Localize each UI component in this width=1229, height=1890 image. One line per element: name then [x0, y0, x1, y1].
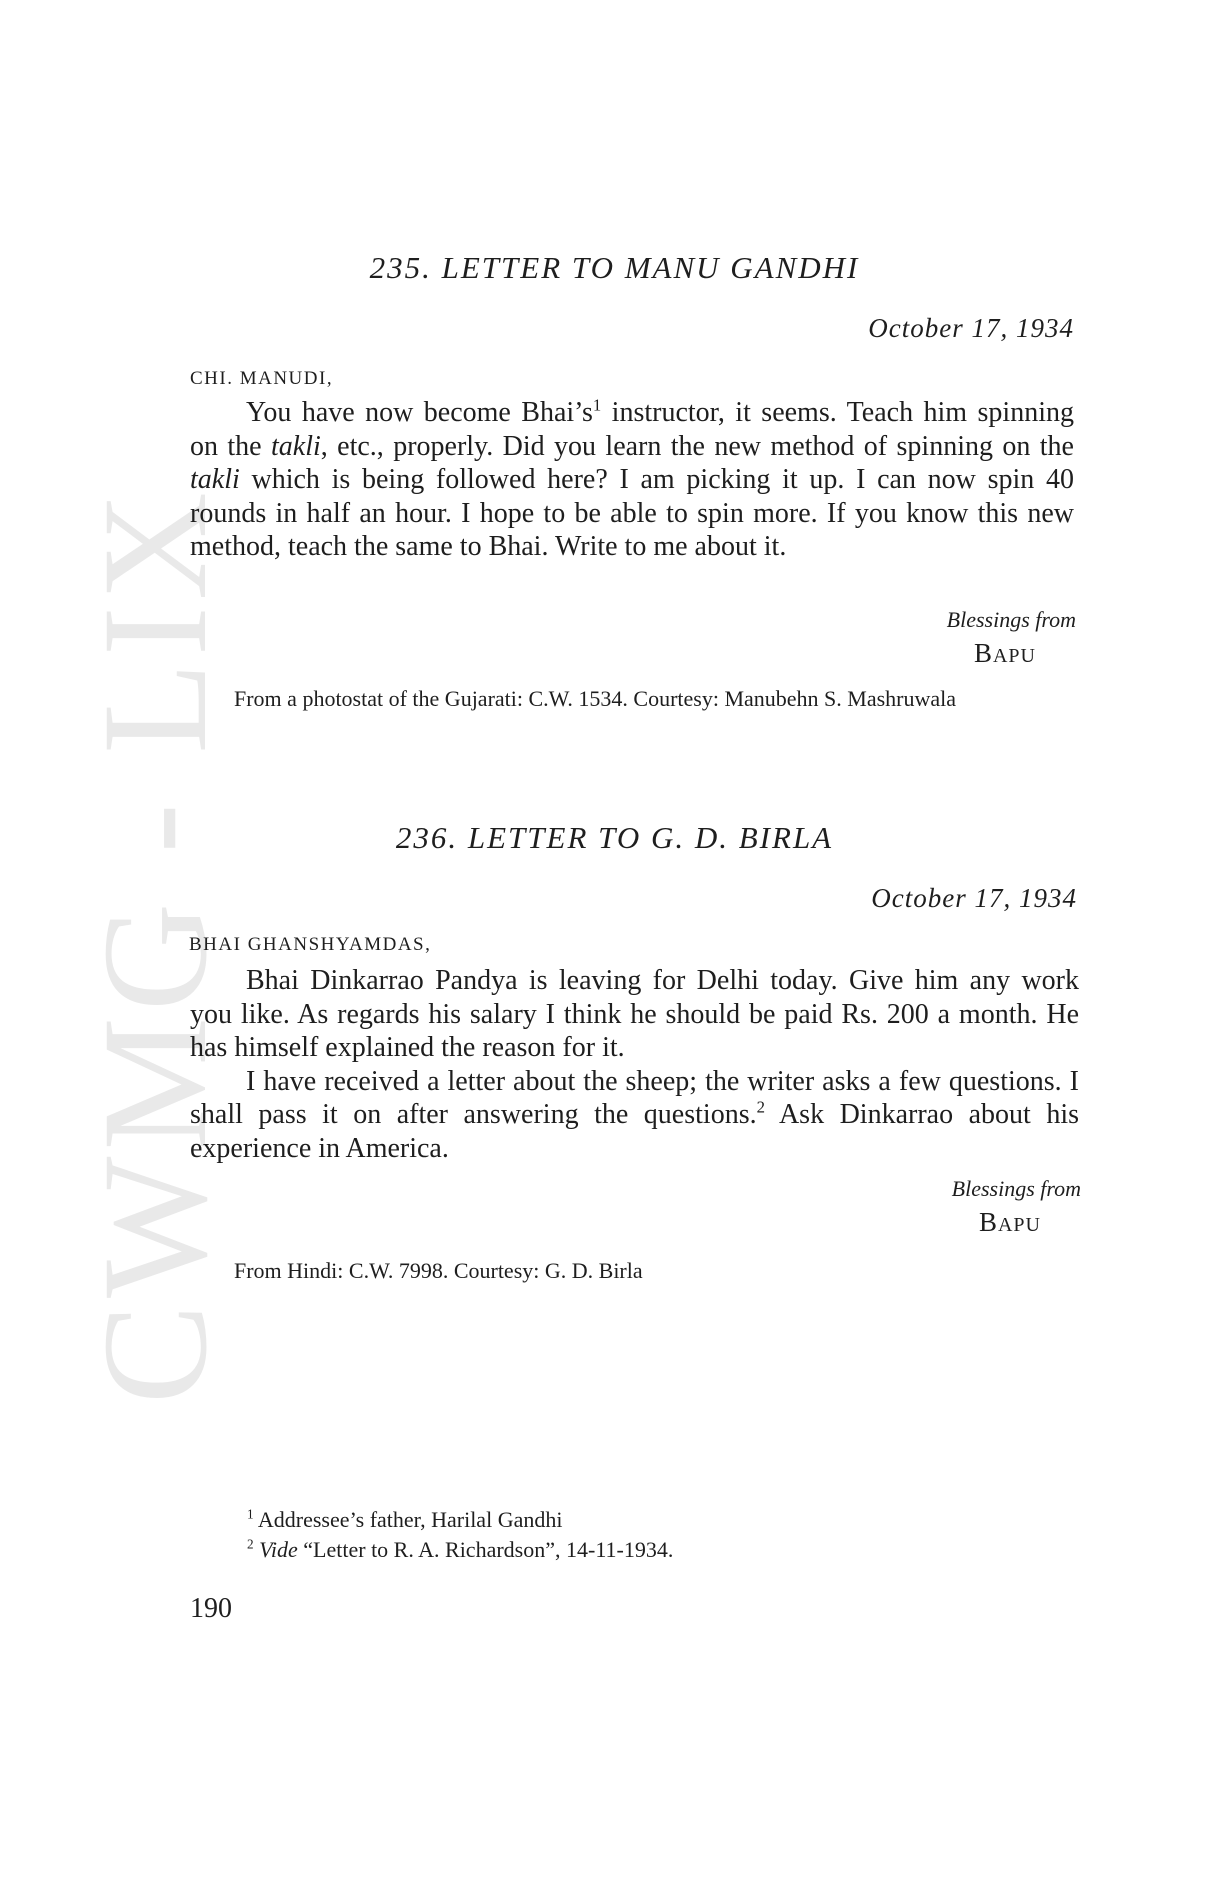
letter-236-paragraph-2: I have received a letter about the sheep; the writer asks a few questions. I shall pass it on after answering the questions.$^2$ Ask Dinkarrao about his experience in America.: [190, 1065, 1079, 1164]
letter-235-blessings: Blessings from: [946, 607, 1076, 632]
letter-235-signature: BAPU: [973, 638, 1036, 668]
letter-236-signature: BAPU: [978, 1207, 1041, 1237]
footnote-ref-1: 1: [592, 395, 602, 415]
letter-235-body: [190, 396, 1074, 564]
letter-236-title: 236. LETTER TO G. D. BIRLA: [395, 820, 834, 855]
letter-236-salutation: BHAI GHANSHYAMDAS,: [189, 934, 432, 955]
letter-236-source: From Hindi: C.W. 7998. Courtesy: G. D. Birla: [234, 1258, 643, 1283]
letter-236-paragraph-1: Bhai Dinkarrao Pandya is leaving for Delhi today. Give him any work you like. As regards his salary I think he should be paid Rs. 200 a month. He has himself explained the reason for it.: [190, 965, 1079, 1063]
footnote-ref-2: 2: [756, 1097, 765, 1117]
footnote-1: $^1$ Addressee’s father, Harilal Gandhi: [247, 1506, 563, 1532]
letter-235-source: From a photostat of the Gujarati: C.W. 1534. Courtesy: Manubehn S. Mashruwala: [234, 686, 957, 711]
letter-236-date: October 17, 1934: [871, 883, 1077, 913]
letter-235-date: October 17, 1934: [868, 313, 1074, 343]
footnote-2: $^2$ Vide “Letter to R. A. Richardson”, 14-11-1934.: [247, 1536, 674, 1562]
letter-235-paragraph: You have now become $Bhai’s^1$ instructor, it seems. Teach him spinning on the takli, etc., properly. Did you learn the new method of spinning on the takli which is being followed here? I am picking it up. I can now spin 40 rounds in half an hour. I hope to be able to spin more. If you know this new method, teach the same to Bhai. Write to me about it.: [190, 395, 1074, 562]
letter-235-title: 235. LETTER TO MANU GANDHI: [369, 250, 860, 285]
page-number: 190: [190, 1593, 232, 1624]
letter-235-salutation: CHI. MANUDI,: [190, 368, 334, 389]
letter-236-body: [190, 964, 1079, 1165]
watermark: [72, 485, 238, 1405]
letter-236-blessings: Blessings from: [951, 1176, 1081, 1201]
watermark-text: CWMG - LIX: [72, 485, 238, 1405]
